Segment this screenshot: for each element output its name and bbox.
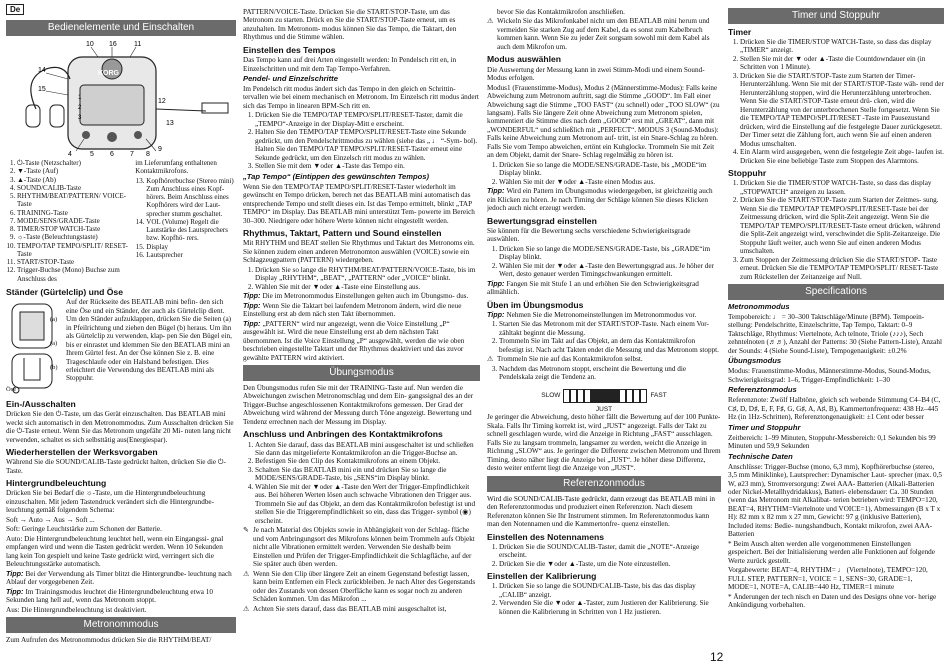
warning-icon: ⚠ bbox=[487, 17, 494, 26]
specifications bbox=[728, 303, 944, 610]
tip: Tipp: Wird ein Pattern im Übungsmodus wiedergegeben, ist gleichzeitig auch ein Klicken zu hören. Je nach Timing der Schläge können Sie dieses Klicken jedoch auch nicht erzeugt werden. bbox=[487, 186, 713, 213]
heading-stand: Ständer (Gürtelclip) und Öse bbox=[6, 286, 123, 297]
metronome-device-icon bbox=[6, 39, 236, 157]
step-item: 2. Drücken Sie die ▼oder ▲-Taste, um die Note einzustellen. bbox=[499, 560, 721, 568]
backlight-text: Drücken Sie bei Bedarf die ☼-Taste, um die Hintergrundbeleuchtung einzuschalten. Mit jedem Tastendruck verändert sich die Hintergrundbe- leuchtung gemäß folgendem Schema: bbox=[6, 489, 214, 515]
step-item: 3. Zum Stoppen der Zeitmessung drücken Sie die START/STOP- Taste erneut. Drücken Sie die TEMPO/TAP TEMPO/SPLIT/ RESET-Taste zum Rückstellen der Zeitanzeige auf Null. bbox=[740, 256, 944, 281]
callout-label: 14 bbox=[38, 67, 46, 75]
backlight-aus: Aus: Die Hintergrundbeleuchtung ist deaktiviert. bbox=[6, 605, 147, 614]
section-bar-timer: Timer und Stoppuhr bbox=[728, 8, 944, 24]
stand-text: Auf der Rückseite des BEATLAB mini befin- den sich eine Öse und ein Ständer, der auch als Gürtelclip dient. Um den Ständer aufzuklappen, drücken Sie die Seiten (a) in Pfeilrichtung und ziehen den Bügel (b) heraus. Um ihn als Gürtelclip zu verwenden, klap- pen Sie den Bügel ein, bis er einrastet und klemmen Sie den BEATLAB mini an Ihrem Gürtel fest. An der Öse können Sie z. B. eine Trageschlaufe oder ein Halsband befestigen. Dies erleichtert die Verwendung des BEATLAB mini als Stoppuhr. bbox=[66, 298, 232, 383]
scale-cell bbox=[563, 389, 570, 403]
tip: Tipp: Fangen Sie mit Stufe 1 an und erhöhen Sie den Schwierigkeitsgrad allmählich. bbox=[487, 278, 699, 297]
korg-logo: KORG bbox=[98, 70, 119, 78]
scale-slow-label: SLOW bbox=[541, 392, 561, 399]
callout-label: 6 bbox=[110, 151, 114, 158]
step-item: 2. Wählen Sie mit der ▼oder ▲-Taste einen Modus aus. bbox=[499, 178, 721, 186]
spec-text: Modus: Frauenstimme-Modus, Männerstimme-Modus, Sound-Modus, Schwierigkeitsgrad: 1–6, Trigger-Empfindlichkeit: 1–30 bbox=[728, 367, 931, 384]
scale-cell bbox=[577, 389, 584, 403]
section-bar-training: Übungsmodus bbox=[243, 365, 480, 381]
part-item: 2. ▼-Taste (Auf) bbox=[17, 167, 131, 175]
step-item: 3. Schalten Sie das BEATLAB mini ein und drücken Sie so lange die MODE/SENS/GRADE-Taste, bis „SENS“im Display blinkt. bbox=[255, 466, 480, 483]
page-number: 12 bbox=[710, 650, 724, 664]
section-bar-controls: Bedienelemente und Einschalten bbox=[6, 20, 236, 36]
note: ✎ Je nach Material des Objekts sowie in Abhängigkeit von der Schlag- fläche und vom Anbringungsort des Mikrofons können beim Trommeln aufs Objekt nicht alle Vibrationen ermittelt werden. Verwenden Sie deshalb beim Einstellen und Prüfen der Trigger-Empfindlichkeit die Schlagfläche, auf der Sie später auch üben werden. bbox=[243, 526, 475, 569]
step-item: 4. Ein Alarm wird ausgegeben, wenn die festgelegte Zeit abge- laufen ist. Drücken Sie eine beliebige Taste zum Stoppen des Alarmtons. bbox=[740, 148, 944, 165]
scale-cell bbox=[570, 389, 577, 403]
heading-grade: Bewertungsgrad einstellen bbox=[487, 215, 597, 226]
mode-text: Die Auswertung der Messung kann in zwei Stimm-Modi und einem Sound-Modus erfolgen. bbox=[487, 65, 705, 83]
part-item: 14. VOL (Volume) Regelt die Lautstärke des Lautsprechers bzw. Kopfhö- rers. bbox=[146, 218, 236, 243]
tip: Tipp: Bei der Verwendung als Timer blitzt die Hintergrundbe- leuchtung nach Ablauf der vorgegebenen Zeit. bbox=[6, 568, 232, 587]
spec-text: Anschlüsse: Trigger-Buchse (mono, 6,3 mm), Kopfhörerbuchse (stereo, 3,5 mm Miniklinke), Lautsprecher: Dynamischer Laut- sprecher (max. 0,5 W, ø23 mm), Stromversorgung: Zwei AAA- Batterien (Alkali-Batterien oder Nickel-Metallhydridakkus), Batteri- elebensdauer: Ca. 30 Stunden (wenn das Metronom mit Alkalibat- terien betrieben wird: TEMPO=120, BEAT=4, RHYTHM=Viertelnote und VOICE=1), Abmessungen (B x T x H): 82 mm x 82 mm x 27 mm, Gewicht: 97 g (inklusive Batterien), Included items: Bedie- nungshandbuch, Kontakt mikrofon, zwei AAA-Batterien bbox=[728, 462, 942, 539]
scale-cell bbox=[619, 389, 626, 403]
spec-heading: Metronommodus bbox=[728, 301, 790, 311]
warning-icon: ⚠ bbox=[243, 604, 250, 613]
scale-cell bbox=[591, 389, 598, 403]
spec-note: * Änderungen der tech nisch en Daten und des Designs ohne vor- herige Ankündigung vorbehalten. bbox=[728, 592, 937, 610]
scale-cell bbox=[598, 389, 605, 403]
callout-label: 4 bbox=[68, 151, 72, 158]
heading-calibration: Einstellen der Kalibrierung bbox=[487, 571, 597, 582]
callout-label: 5 bbox=[90, 151, 94, 158]
heading-mic: Anschluss und Anbringen des Kontaktmikrofons bbox=[243, 429, 443, 440]
step-item: 2. Drücken Sie die START/STOP-Taste zum Starten der Zeitmes- sung. Wenn Sie die TEMPO/TAP TEMPO/SPLIT/RESET-Taste bei der Zeitmessung drücken, wird die Split-Zeit angezeigt. Wenn Sie die TEMPO/TAP TEMPO/SPLIT/RESET-Taste erneut drücken, während die Split-Zeit angezeigt wird, verschwindet die Split-Zeitanzeige. Die Stoppuhr läuft weiter, auch wenn Sie auf einen anderen Modus umschalten. bbox=[740, 196, 944, 255]
callout-label: 12 bbox=[158, 98, 166, 106]
label-a: (a) bbox=[50, 340, 58, 348]
spec-text: Tempobereich: ♩ = 30–300 Taktschläge/Minute (BPM). Tempoein- stellung: Pendelschritte, Einzelschritte, Tap Tempo, Taktart: 0–9 Taktschläge, Rhythmus: Viertelnote, Ach telnote, Triole (♪♪♪), Sech zehntelnoten (♬♬), Anzahl der Patterns: 30 (Siehe Pattern-Liste), Anzahl der Sounds: 4 (Siehe Sound-Liste), Tempogenauigkeit: ±0.2% bbox=[728, 312, 942, 355]
section-bar-specifications: Specifications bbox=[728, 284, 944, 300]
part-item: 3. ▲-Taste (Ab) bbox=[17, 176, 131, 184]
spec-heading: Referenztonmodus bbox=[728, 385, 797, 395]
tip: Tipp: Im Trainingsmodus leuchtet die Hintergrundbeleuchtung etwa 10 Sekunden lang hell auf, wenn das Metronom stoppt. bbox=[6, 586, 213, 605]
step-item: 1. Drücken Sie so lange die MODE/SENS/GRADE-Taste, bis „MODE“im Display blinkt. bbox=[499, 161, 721, 178]
part-item: 4. SOUND/CALIB-Taste bbox=[17, 184, 131, 192]
heading-rhythm: Rhythmus, Taktart, Pattern und Sound einstellen bbox=[243, 228, 442, 239]
heading-timer: Timer bbox=[728, 26, 752, 37]
part-item: 8. TIMER/STOP WATCH-Taste bbox=[17, 225, 131, 233]
step-item: 1. Starten Sie das Metronom mit der START/STOP-Taste. Nach einem Vor- zähltakt beginnt die Messung. bbox=[499, 320, 721, 337]
scale-cell bbox=[605, 389, 612, 403]
part-item: 11. START/STOP-Taste bbox=[17, 258, 131, 266]
step-item: 3. Drücken Sie die START/STOP-Taste zum Starten der Timer- Herunterzählung. Wenn Sie mit der START/STOP-Taste wäh- rend der Herunterzählung stoppen, wird die Herunterzählung unterbrochen. Wenn Sie die START/STOP-Taste erneut drü- cken, wird die Herunterzählung von der unterbrochenen Stelle fortgesetzt. Wenn Sie die TEMPO/TAP TEMPO/SPLIT/RESET -Taste im Pausezustand drücken, wird die Einstellung auf die festgelegte Dauer zurückgesetzt. Der Timer setzt die Zählung fort, auch wenn Sie auf einen anderen Modus umschalten. bbox=[740, 72, 944, 148]
part-item: 1. ⏻-Taste (Netzschalter) bbox=[17, 159, 131, 167]
reset-text: Während Sie die SOUND/CALIB-Taste gedrückt halten, drücken Sie die ⏻-Taste. bbox=[6, 458, 226, 475]
metronome-text: Zum Aufrufen des Metronommodus drücken Sie die RHYTHM/BEAT/ bbox=[6, 636, 212, 645]
callout-label: 16 bbox=[109, 41, 117, 49]
step-item: 1. Drücken Sie die TIMER/STOP WATCH-Taste, so dass das display „STOPWATCH“ anzeigen zu lassen. bbox=[740, 179, 944, 196]
column-1 bbox=[6, 4, 236, 646]
part-item: 16. Lautsprecher bbox=[146, 251, 236, 259]
heading-reset: Wiederherstellen der Werksvorgaben bbox=[6, 447, 158, 458]
spec-note: * Beim Ausch alten werden alle vorgenommenen Einstellungen gespeichert. Bei der Initialisierung werden alle Funktionen auf folgende Werte zurück gestellt. bbox=[728, 539, 935, 565]
step-item: 1. Drücken Sie die TIMER/STOP WATCH-Taste, so dass das display „TIMER“ anzeigt. bbox=[740, 38, 944, 55]
heading-tap: „Tap Tempo“ (Eintippen des gewünschten Tempos) bbox=[243, 171, 430, 181]
spec-heading: Timer und Stoppuhr bbox=[728, 422, 801, 432]
column-3 bbox=[487, 8, 721, 617]
part-item: 12. Trigger-Buchse (Mono) Buchse zum Anschluss des bbox=[17, 266, 131, 283]
tip: Tipp: Nehmen Sie die Metronomeinstellungen im Metronommodus vor. bbox=[487, 309, 697, 319]
step-item: 2. Wählen Sie mit der ▼oder ▲-Taste eine Einstellung aus. bbox=[255, 283, 480, 291]
heading-tempo: Einstellen des Tempos bbox=[243, 44, 336, 55]
heading-mode: Modus auswählen bbox=[487, 54, 562, 65]
heading-practice: Üben im Übungsmodus bbox=[487, 299, 584, 310]
part-item: 10. TEMPO/TAP TEMPO/SPLIT/ RESET-Taste bbox=[17, 242, 131, 259]
callout-label: 3 bbox=[78, 115, 82, 122]
stand-illustration bbox=[6, 298, 62, 396]
training-text: Den Übungsmodus rufen Sie mit der TRAINING-Taste auf. Nun werden die Abweichungen zwischen Metronomschlag und dem Ein- gangssignal des an der Trigger-Buchse angeschlossenen Kontaktmikrofons gemessen. Der Grad der Abweichung wird während der Messung durch Töne angezeigt. Bewertung und Tendenz errechnen nach der Messung im Display. bbox=[243, 383, 474, 426]
tap-text: Wenn Sie den TEMPO/TAP TEMPO/SPLIT/RESET-Taster wiederholt im gewünscht en Tempo drücken, berech net das BEATLAB mini automatisch das entsprechende Tempo und stellt dieses ein. Ist das Tempo ermittelt, blinkt „TAP TEMPO“ im Display. Das BEATLAB mini unterstützt Tem- powerte im Bereich 30–300. Niedrigere oder höhere Werte können nicht eingestellt werden. bbox=[243, 182, 475, 225]
language-tab: De bbox=[6, 4, 24, 15]
step-item: 2. Stellen Sie mit der ▼ oder ▲-Taste die Countdowndauer ein (in Schritten von 1 Minute). bbox=[740, 55, 944, 72]
label-ose: Öse bbox=[6, 386, 17, 394]
parts-list bbox=[6, 159, 236, 284]
part-continuation: im Lieferumfang enthaltenen Kontaktmikrofons. bbox=[135, 159, 217, 176]
pendulum-scale bbox=[487, 385, 721, 407]
grade-text: Sie können für die Bewertung sechs verschiedene Schwierigkeitsgrade auswählen. bbox=[487, 226, 691, 244]
pendel-text: Im Pendelsch ritt modus ändert sich das Tempo in den gleich en Schrittin- tervallen wie bei einem mechanisch en Metronom. Im Einzelsch ritt modus ändert sich das Tempo in linearen BPM-Sch ritt en. bbox=[243, 85, 479, 110]
heading-onoff: Ein-/Ausschalten bbox=[6, 399, 76, 410]
step-item: 2. Trommeln Sie im Takt auf das Objekt, an dem das Kontaktmikrofon befestigt ist. Nach acht Takten endet die Messung und das Metronom stoppt. bbox=[499, 337, 721, 354]
mic-intro: bevor Sie das Kontaktmikrofon anschließen. bbox=[497, 8, 625, 16]
column-2 bbox=[243, 8, 480, 614]
step-item: 3. Nachdem das Metronom stoppt, erscheint die Bewertung und die Pendelskala zeigt die Tendenz an. bbox=[499, 365, 721, 382]
step-item: 1. Drücken Sie die SOUND/CALIB-Taster, damit die „NOTE“-Anzeige erscheint. bbox=[499, 543, 721, 560]
step-item: 2. Halten Sie den TEMPO/TAP TEMPO/SPLIT/RESET-Taste eine Sekunde gedrückt, um den Pendelschrittmodus zu wählen (siehe das „ ♩ “-Sym- bol). Halten Sie den TEMPO/TAP TEMPO/SPLIT/RESET-Taster erneut eine Sekunde gedrückt, um den Einzelsch ritt modus zu wählen. bbox=[255, 128, 480, 162]
callout-label: 1 bbox=[78, 95, 82, 102]
scale-cell bbox=[612, 389, 619, 403]
step-item: 1. Drücken Sie so lange die RHYTHM/BEAT/PATTERN/VOICE-Taste, bis im Display „RHYTHM“, „BEAT“, „PATTERN“ oder „VOICE“ blinkt. bbox=[255, 266, 480, 283]
mode-detail: Modus1 (Frauenstimme-Modus), Modus 2 (Männerstimme-Modus): Falls keine Abweichung zum Metronom auftritt, sagt die Stimme „GOOD“. Im Fall einer Abweichung sagt die Stimme „TOO FAST“ (zu schnell) oder „TOO SLOW“ (zu langsam). Falls Sie längere Zeit ohne Abweichung zum Metronom spielen, kommentiert die Stimme dies nach dem „GOOD“ erst mit „GREAT“, dann mit „WONDERFUL“ und schließlich mit „PERFECT“. MODUS 3 (Sound-Modus): Falls keine Abweichung zum Metronom auf- tritt, ist ein Snare-Schlag zu hören. Falls Sie vom Tempo abweichen, ertönt ein Kuhglocke. Trommeln Sie mit Zeit an dem Objekt, damit der Snare- Schlag regelmäßig zu hören ist. bbox=[487, 83, 720, 160]
heading-backlight: Hintergrundbeleuchtung bbox=[6, 478, 107, 489]
callout-label: 15 bbox=[38, 86, 46, 94]
callout-label: 7 bbox=[130, 151, 134, 158]
step-item: 1. Drücken Sie so lange die MODE/SENS/GRADE-Taste, bis „GRADE“im Display blinkt. bbox=[499, 245, 721, 262]
part-item: 6. TRAINING-Taste bbox=[17, 209, 131, 217]
scale-cell bbox=[633, 389, 640, 403]
label-a: (a) bbox=[50, 316, 58, 324]
practice-after: Je geringer die Abweichung, desto höher fällt die Bewertung auf der 100 Punkte-Skala. Falls Ihr Timing korrekt ist, wird „JUST“ angezeigt. Falls der Takt zu schnell geschlagen wurde, wird die Anzeige in Richtung „FAST“ ausschlagen. Falls Sie zu langsam trommeln, langsamer zu werden, weicht die Anzeige in Richtung „SLOW“ aus. Je geringer die Differenz zwischen Metronom und Ihrem Timing, desto näher liegt die Anzeige bei „JUST“. Je höher diese Differenz, desto weiter entfernt liegt die Anzeige von „JUST“. bbox=[487, 413, 721, 473]
heading-stopwatch: Stoppuhr bbox=[728, 168, 767, 179]
metronome-intro: PATTERN/VOICE-Taste. Drücken Sie die START/STOP-Taste, um das Metronom zu starten. Drück en Sie die START/STOP-Taste erneut, um es anzuhalten. Im Metronom- modus können Sie das Tempo, die Taktart, den Rhythmus und die Stimme wählen. bbox=[243, 8, 457, 42]
section-bar-metronome: Metronommodus bbox=[6, 617, 236, 633]
step-item: 2. Wählen Sie mit der ▼oder ▲-Taste den Bewertungsgrad aus. Je höher der Wert, desto genauer werden Timingschwankungen ermittelt. bbox=[499, 262, 721, 279]
warning-icon: ⚠ bbox=[243, 569, 250, 578]
backlight-scheme: Soft → Auto → Aus → Soft ... bbox=[6, 515, 95, 524]
note: ⚠ Wenn Sie den Clip über längere Zeit an einem Gegenstand befestigt lassen, kann beim Entfernen ein Fleck zurückbleiben. Je nach Alter des Gegenstands oder des Zustands von dessen Oberfläche kann es sogar noch zu anderen Schäden kommen. Um das Mikrofon ... bbox=[243, 569, 476, 604]
step-item: 2. Verwenden Sie die ▼oder ▲-Taster, zum Justieren der Kalibrierung. Sie können die Kalibrierung in Schritten von 1 Hz justieren. bbox=[499, 599, 721, 616]
tip: Tipp: „PATTERN“ wird nur angezeigt, wenn die Voice Einstellung „P“ ausgewählt ist. Wird die neue Einstellung erst ab dem nächsten Takt übernommen. Ist die Voice Einstellung „P“ ausgewählt, werden die wie oben beschrieben eingestellte Taktart und der Rhythmus deaktiviert und das zuvor gewählte PATTERN wird aktiviert. bbox=[243, 318, 465, 362]
device-illustration bbox=[6, 39, 236, 157]
scale-cell bbox=[626, 389, 633, 403]
step-item: 1. Drücken Sie so lange die SOUND/CALIB-Taste, bis das das display „CALIB“ anzeigt. bbox=[499, 582, 721, 599]
callout-label: 2 bbox=[78, 105, 82, 112]
part-item: 5. RHYTHM/BEAT/PATTERN/ VOICE-Taste bbox=[17, 192, 131, 209]
callout-label: 8 bbox=[146, 151, 150, 158]
tip: Tipp: Die im Metronommodus Einstellungen gelten auch im Übungsmo- dus. bbox=[243, 291, 469, 301]
stand-section bbox=[6, 298, 236, 396]
heading-note-name: Einstellen des Notennamens bbox=[487, 531, 605, 542]
column-4 bbox=[728, 8, 944, 611]
callout-label: 10 bbox=[86, 41, 94, 49]
tempo-text: Das Tempo kann auf drei Arten eingestellt werden: In Pendelsch ritt en, in Einzelschritten und mit dem Tap Tempo-Verfahren. bbox=[243, 56, 457, 73]
part-item: 13. Kopfhörerbuchse (Stereo mini) Zum Anschluss eines Kopf- hörers. Beim Anschluss eines Kopfhörers wird der Laut- sprecher stumm geschaltet. bbox=[146, 177, 236, 218]
warning-icon: ⚠ bbox=[487, 355, 494, 364]
note: ⚠ Wickeln Sie das Mikrofonkabel nicht um den BEATLAB mini herum und vermeiden Sie starken Zug auf dem Kabel, da es sonst zum Kabelbruch kommen kann. Wenn Sie zu jeder Zeit sorgsam sowohl mit dem Kabel als auch dem Mikrofon um. bbox=[487, 17, 710, 51]
step-item: 2. Befestigen Sie den Clip des Kontaktmikrofons an einem Objekt. bbox=[255, 457, 480, 465]
heading-pendel: Pendel- und Einzelschritte bbox=[243, 74, 338, 84]
part-item: 7. MODE/SENS/GRADE-Taste bbox=[17, 217, 131, 225]
note: ⚠ Achten Sie stets darauf, dass das BEATLAB mini ausgeschaltet ist, bbox=[243, 604, 447, 613]
spec-defaults: Vorgabewerte: BEAT=4, RHYTHM= ♩ (Viertelnote), TEMPO=120, FULL STEP, PATTERN=1, VOICE = 1, SENS=30, GRADE=1, MODE=1, NOTE=A, CALIB=440 Hz, TIMER=1 minute bbox=[728, 566, 928, 592]
part-item: 9. ☼-Taste (Beleuchtungstaste) bbox=[17, 233, 131, 241]
onoff-text: Drücken Sie den ⏻-Taste, um das Gerät einzuschalten. Das BEATLAB mini weckt sich automatisch in den Metronommodus. Zum Ausschalten drücken Sie die ⏻-Taste erneut. Wenn Sie das Metronom ungefähr 20 Mi- nuten lang nicht verwenden, schaltet es sich selbsttätig aus(Energiespar). bbox=[6, 410, 234, 444]
section-bar-reference: Referenzonmodus bbox=[487, 476, 721, 492]
callout-label: 9 bbox=[158, 146, 162, 154]
label-b: (b) bbox=[50, 364, 58, 372]
callout-label: 13 bbox=[166, 120, 174, 128]
callout-label: 11 bbox=[134, 41, 142, 49]
backlight-soft: Soft: Geringe Leuchtstärke zum Schonen der Batterie. bbox=[6, 525, 162, 534]
scale-cell bbox=[584, 389, 591, 403]
step-item: 4. Wählen Sie mit der ▼oder ▲-Taste den Wert der Trigger-Empfindlichkeit aus. Bei höheren Werten lösen auch schwache Vibrationen den Trigger aus. Trommeln Sie auf das Objekt, an dem das Kontaktmikrofon befestigt ist und stellen Sie die Triggerempfindlichkeit so ein, dass das Trigger- symbol (◉) erscheint. bbox=[255, 483, 480, 525]
spec-text: Zeitbereich: 1–99 Minuten, Stoppuhr-Messbereich: 0,1 Sekunden bis 99 Minuten und 59,9 Sekunden bbox=[728, 433, 936, 451]
rhythm-text: Mit RHYTHM und BEAT stellen Sie Rhythmus und Taktart des Metronoms ein. Sie können zudem einen anderen Metronomton auswählen (VOICE) sowie ein Schlagzeugpattern (PATTERN) wiedergeben. bbox=[243, 239, 475, 265]
part-item: 15. Display bbox=[146, 243, 236, 251]
step-item: 1. Achten Sie darauf, dass das BEATLAB mini ausgeschaltet ist und schließen Sie dann das mitgelieferte Kontaktmikrofon an die Trigger-Buchse an. bbox=[255, 441, 480, 458]
step-item: 1. Drücken Sie die TEMPO/TAP TEMPO/SPLIT/RESET-Taster, damit die „TEMPO“-Anzeige in der Display-Mitt e erscheint. bbox=[255, 111, 480, 128]
scale-cell bbox=[640, 389, 647, 403]
note-icon: ✎ bbox=[243, 526, 250, 535]
scale-just-label: JUST bbox=[595, 405, 613, 413]
spec-heading: Technische Daten bbox=[728, 451, 793, 461]
backlight-auto: Auto: Die Hintergrundbeleuchtung leuchtet hell, wenn ein Eingangssi- gnal empfangen wird und wenn die Tasten gedrückt werden. Wenn 10 Sekunden lang kein Ton gespielt und keine Taste gedrückt wird, verringert sich die Beleuchtungsstärke automatisch. bbox=[6, 534, 224, 569]
spec-text: Referenznote: Zwölf Halbtöne, gleich sch webende Stimmung C4–B4 (C, C♯, D, D♯, E, F, F♯, G, G♯, A, A♯, B), Kammertonfrequenz: 438 Hz–445 Hz (in 1Hz-Schritten), Referenztongenauigkeit: ±1 Cent oder besser bbox=[728, 396, 941, 422]
step-item: 3. Stellen Sie mit dem ▼oder ▲-Taste das Tempo ein. bbox=[255, 162, 480, 170]
spec-heading: Übungsmodus bbox=[728, 356, 782, 366]
scale-fast-label: FAST bbox=[650, 392, 667, 399]
reference-text: Wird die SOUND/CALIB-Taste gedrückt, dann erzeugt das BEATLAB mini in den Referenztonmodus und produziert einen Referenzton. Nach diesem Referenzton können Sie Ihr Instrument stimmen. Im Referenztonmodus kann man den Notennamen und die Kammertonfre- quenz einstellen. bbox=[487, 494, 715, 529]
tip: Tipp: Wenn Sie die Taktart bei laufendem Metronom ändern, wird die neue Einstellung erst ab dem näch sten Takt übernommen. bbox=[243, 300, 462, 319]
note: ⚠ Trommeln Sie nie auf das Kontaktmikrofon selbst. bbox=[487, 355, 643, 364]
